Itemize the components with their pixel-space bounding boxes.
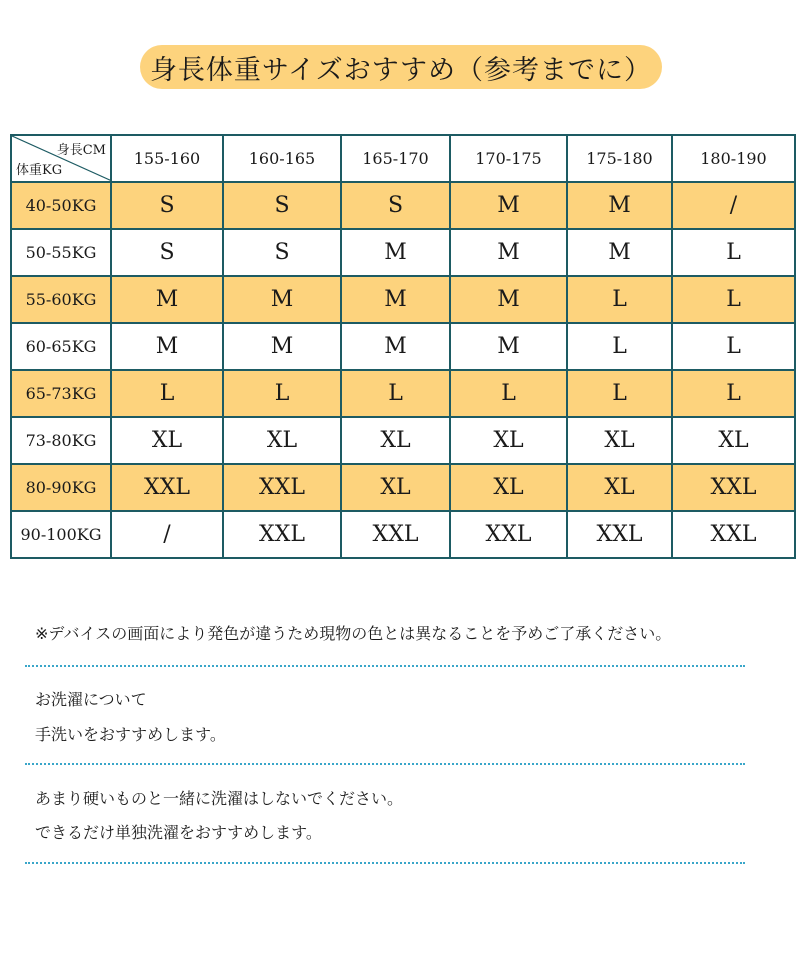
size-cell: M: [450, 229, 567, 276]
row-label: 73-80KG: [11, 417, 111, 464]
size-cell: XL: [111, 417, 223, 464]
size-cell: L: [567, 370, 672, 417]
size-cell: XL: [567, 417, 672, 464]
size-cell: XXL: [223, 511, 341, 558]
table-row: [11, 323, 795, 370]
table-row: [11, 276, 795, 323]
size-cell: M: [341, 323, 450, 370]
column-header: 170-175: [450, 135, 567, 182]
size-cell: S: [223, 229, 341, 276]
size-cell: L: [341, 370, 450, 417]
size-cell: L: [672, 229, 795, 276]
size-cell: XL: [223, 417, 341, 464]
size-chart-table: [10, 134, 796, 559]
size-cell: XXL: [672, 464, 795, 511]
column-header: 160-165: [223, 135, 341, 182]
table-row: [11, 511, 795, 558]
size-cell: L: [672, 276, 795, 323]
size-cell: XL: [341, 417, 450, 464]
color-notice: ※デバイスの画面により発色が違うため現物の色とは異なることを予めご了承ください。: [35, 624, 672, 643]
table-row: [11, 417, 795, 464]
wash-instruction: できるだけ単独洗濯をおすすめします。: [35, 823, 322, 842]
page-title: 身長体重サイズおすすめ（参考までに）: [140, 45, 662, 89]
row-label: 40-50KG: [11, 182, 111, 229]
size-cell: M: [341, 276, 450, 323]
corner-cell: [11, 135, 111, 182]
size-cell: L: [672, 370, 795, 417]
size-cell: M: [567, 229, 672, 276]
column-header: 165-170: [341, 135, 450, 182]
column-header: 155-160: [111, 135, 223, 182]
row-label: 60-65KG: [11, 323, 111, 370]
size-cell: S: [111, 182, 223, 229]
size-cell: XL: [450, 464, 567, 511]
size-cell: S: [111, 229, 223, 276]
size-cell: XL: [341, 464, 450, 511]
size-cell: /: [672, 182, 795, 229]
row-label: 50-55KG: [11, 229, 111, 276]
size-cell: XXL: [672, 511, 795, 558]
table-row: [11, 464, 795, 511]
size-cell: M: [223, 323, 341, 370]
table-row: [11, 229, 795, 276]
wash-instruction: あまり硬いものと一緒に洗濯はしないでください。: [35, 789, 404, 808]
size-cell: L: [672, 323, 795, 370]
size-cell: L: [450, 370, 567, 417]
size-cell: M: [341, 229, 450, 276]
table-row: [11, 182, 795, 229]
weight-axis-label: 体重KG: [16, 163, 63, 178]
size-cell: XXL: [111, 464, 223, 511]
row-label: 65-73KG: [11, 370, 111, 417]
size-cell: XL: [450, 417, 567, 464]
size-cell: XXL: [341, 511, 450, 558]
row-label: 90-100KG: [11, 511, 111, 558]
size-cell: L: [567, 323, 672, 370]
header-row: [11, 135, 795, 182]
size-cell: XXL: [450, 511, 567, 558]
size-cell: XXL: [223, 464, 341, 511]
column-header: 180-190: [672, 135, 795, 182]
size-cell: M: [450, 182, 567, 229]
size-cell: /: [111, 511, 223, 558]
row-label: 55-60KG: [11, 276, 111, 323]
size-cell: M: [111, 323, 223, 370]
size-cell: S: [223, 182, 341, 229]
dotted-divider: [25, 862, 745, 864]
wash-heading: お洗濯について: [35, 690, 147, 709]
dotted-divider: [25, 665, 745, 667]
size-cell: M: [223, 276, 341, 323]
table-row: [11, 370, 795, 417]
size-cell: S: [341, 182, 450, 229]
size-cell: L: [567, 276, 672, 323]
size-cell: XXL: [567, 511, 672, 558]
size-cell: L: [111, 370, 223, 417]
size-cell: M: [450, 276, 567, 323]
height-axis-label: 身長CM: [56, 143, 106, 158]
size-cell: L: [223, 370, 341, 417]
dotted-divider: [25, 763, 745, 765]
size-cell: M: [111, 276, 223, 323]
size-cell: XL: [672, 417, 795, 464]
size-cell: M: [450, 323, 567, 370]
size-cell: M: [567, 182, 672, 229]
row-label: 80-90KG: [11, 464, 111, 511]
column-header: 175-180: [567, 135, 672, 182]
wash-instruction: 手洗いをおすすめします。: [35, 725, 226, 744]
size-cell: XL: [567, 464, 672, 511]
